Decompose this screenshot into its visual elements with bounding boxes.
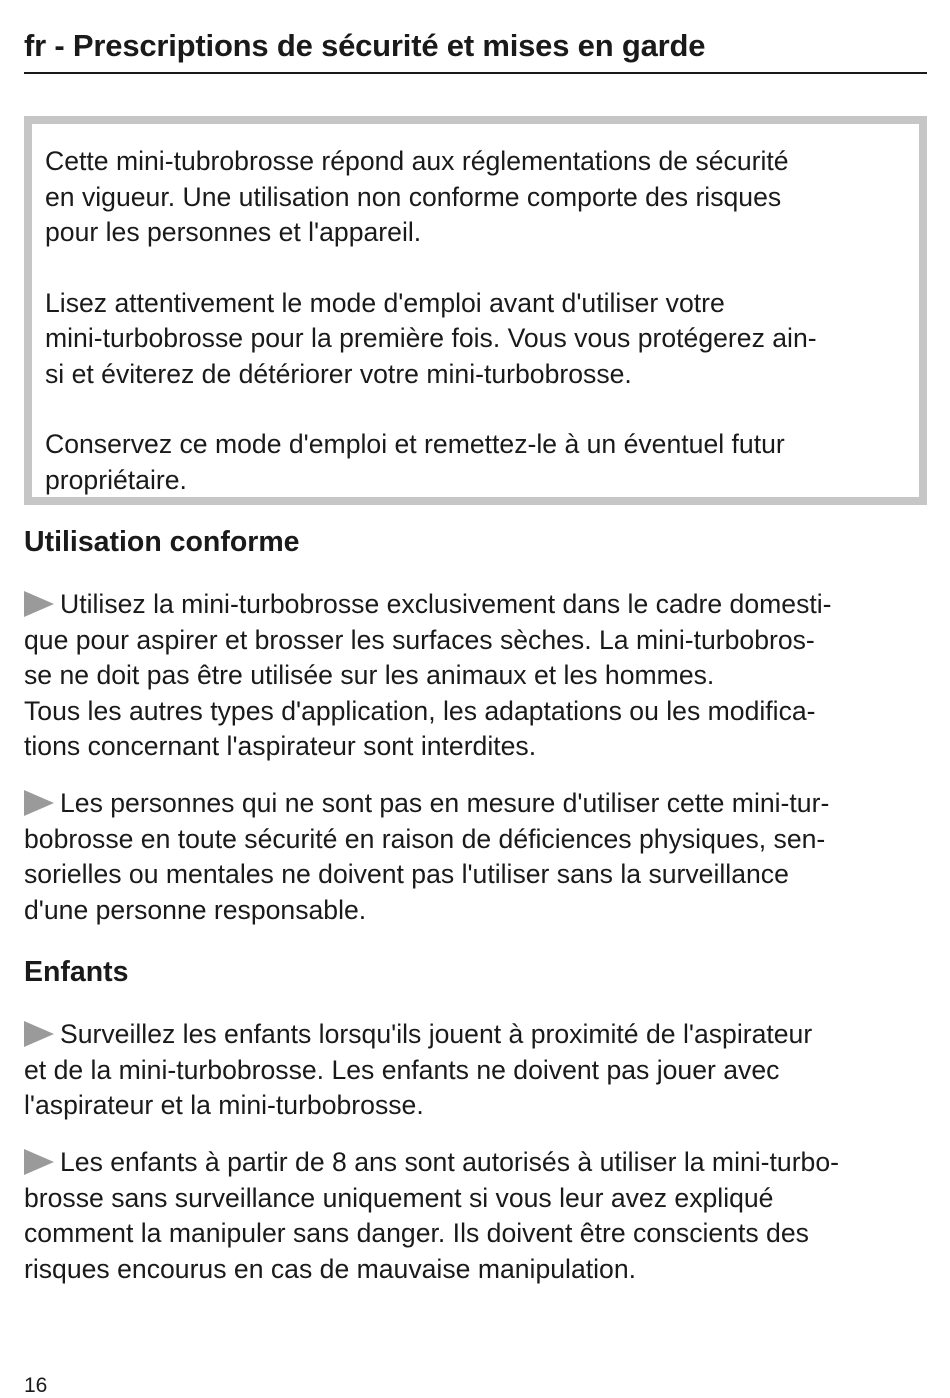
page-title: fr - Prescriptions de sécurité et mises en garde xyxy=(24,28,706,63)
section-heading-enfants: Enfants xyxy=(24,956,129,988)
triangle-right-icon xyxy=(24,1021,54,1047)
instruction-text: Surveillez les enfants lorsqu'ils jouent à proximité de l'aspirateur et de la mini-turbobrosse. Les enfants ne doivent pas jouer avec l'aspirateur et la mini-turbobrosse. xyxy=(24,1019,813,1120)
instruction-text: Utilisez la mini-turbobrosse exclusivement dans le cadre domesti- que pour aspirer et brosser les surfaces sèches. La mini-turbobros- se ne doit pas être utilisée sur les animaux et les hommes. Tous les autres types d'application, les adaptations ou les modifica- tions concernant l'aspirateur sont interdites. xyxy=(24,589,832,761)
notice-paragraph: Conservez ce mode d'emploi et remettez-le à un éventuel futur propriétaire. xyxy=(45,429,785,495)
instruction-item xyxy=(24,786,934,928)
instruction-item xyxy=(24,587,934,765)
notice-paragraph: Cette mini-tubrobrosse répond aux réglementations de sécurité en vigueur. Une utilisation non conforme comporte des risques pour les personnes et l'appareil. xyxy=(45,146,789,247)
instruction-text: Les enfants à partir de 8 ans sont autorisés à utiliser la mini-turbo- brosse sans surveillance uniquement si vous leur avez expliqué comment la manipuler sans danger. Ils doivent être conscients des risques encourus en cas de mauvaise manipulation. xyxy=(24,1147,839,1284)
triangle-right-icon xyxy=(24,790,54,816)
notice-paragraph: Lisez attentivement le mode d'emploi avant d'utiliser votre mini-turbobrosse pour la première fois. Vous vous protégerez ain- si et éviterez de détériorer votre mini-turbobrosse. xyxy=(45,287,817,389)
page-header xyxy=(24,24,927,74)
instruction-item xyxy=(24,1145,934,1287)
safety-notice-box xyxy=(24,116,927,505)
section-heading-utilisation: Utilisation conforme xyxy=(24,526,300,558)
instruction-item xyxy=(24,1017,934,1124)
triangle-right-icon xyxy=(24,1149,54,1175)
triangle-right-icon xyxy=(24,591,54,617)
instruction-text: Les personnes qui ne sont pas en mesure d'utiliser cette mini-tur- bobrosse en toute sécurité en raison de déficiences physiques, sen- sorielles ou mentales ne doivent pas l'utiliser sans la surveillance d'une personne responsable. xyxy=(24,788,830,925)
page-number: 16 xyxy=(24,1374,48,1397)
